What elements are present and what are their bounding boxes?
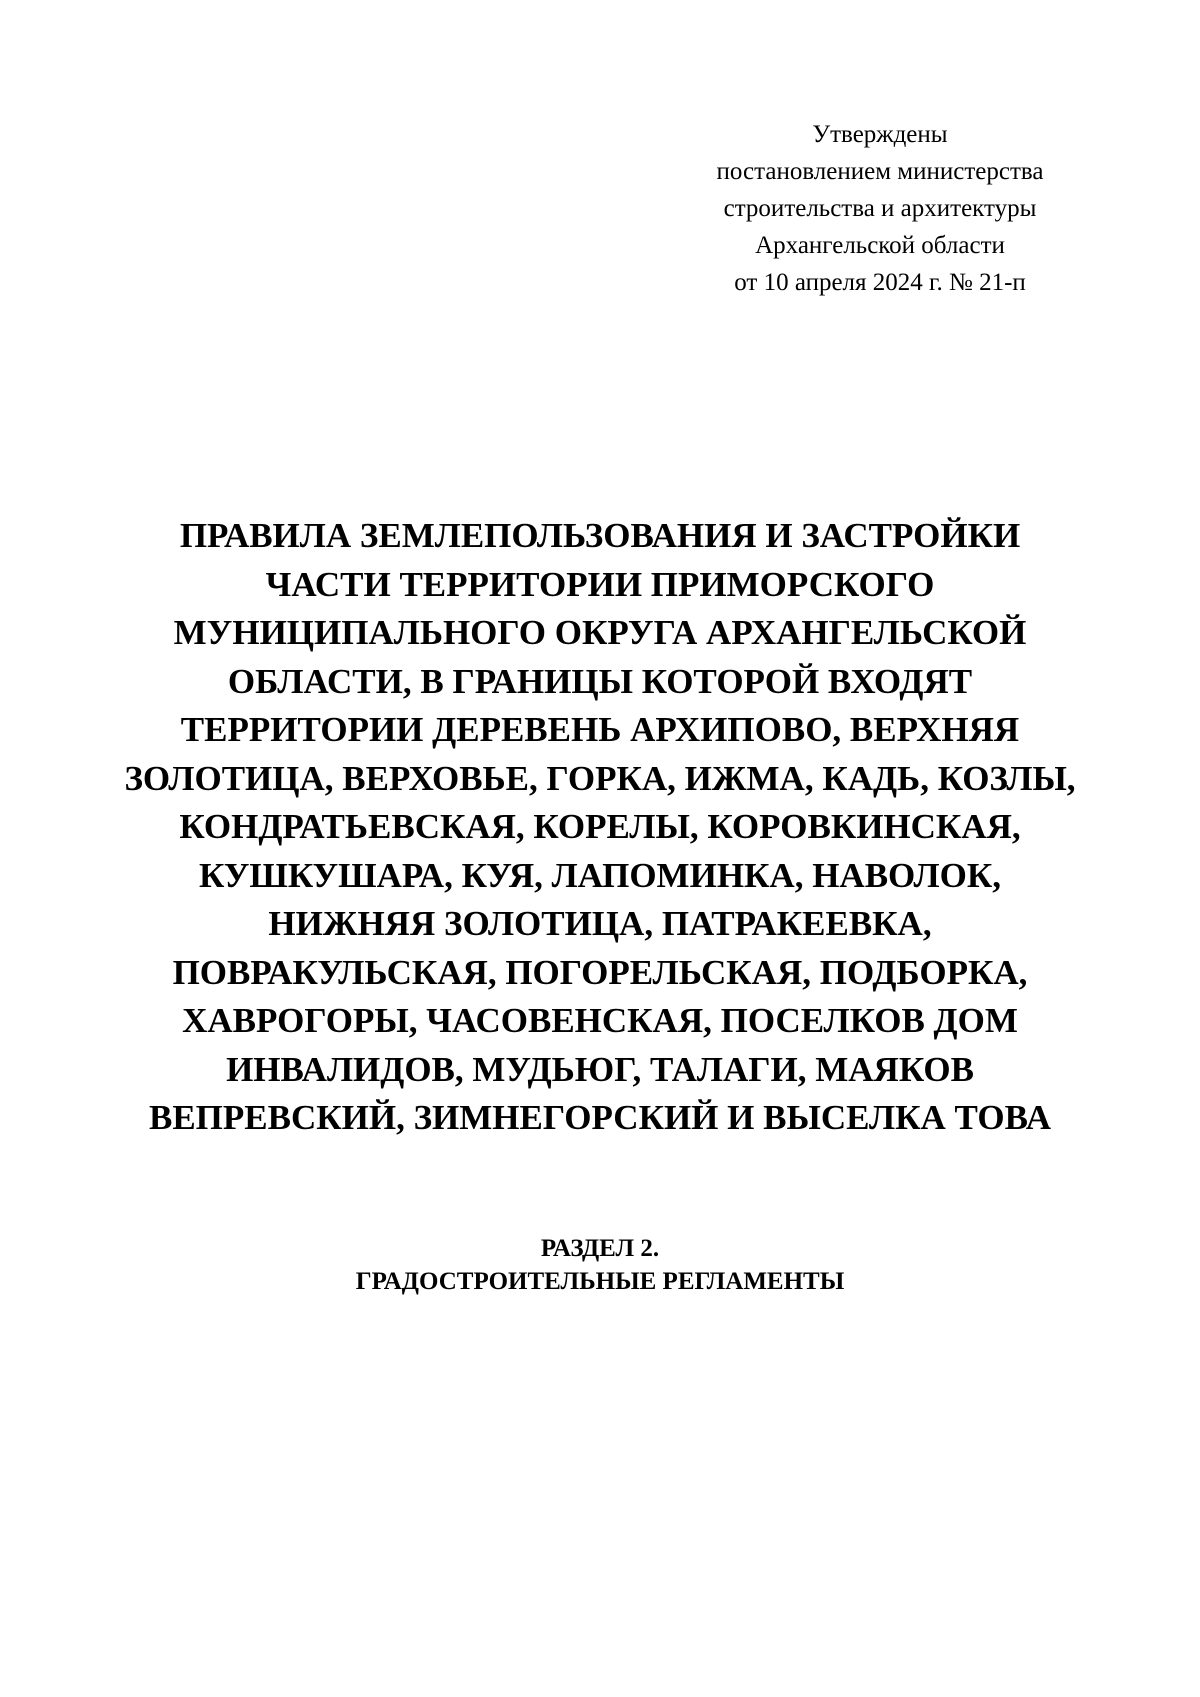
- approval-line: постановлением министерства: [716, 158, 1044, 185]
- title-line: КУШКУШАРА, КУЯ, ЛАПОМИНКА, НАВОЛОК,: [199, 855, 1001, 895]
- approval-line: строительства и архитектуры: [723, 195, 1037, 222]
- title-line: ХАВРОГОРЫ, ЧАСОВЕНСКАЯ, ПОСЕЛКОВ ДОМ: [182, 1001, 1018, 1040]
- title-line: ИНВАЛИДОВ, МУДЬЮГ, ТАЛАГИ, МАЯКОВ: [226, 1049, 974, 1089]
- approval-stamp: [660, 116, 1100, 301]
- title-line: ЧАСТИ ТЕРРИТОРИИ ПРИМОРСКОГО: [265, 564, 935, 604]
- title-line: КОНДРАТЬЕВСКАЯ, КОРЕЛЫ, КОРОВКИНСКАЯ,: [179, 807, 1021, 846]
- approval-line: Утверждены: [812, 121, 948, 148]
- title-line: ВЕПРЕВСКИЙ, ЗИМНЕГОРСКИЙ И ВЫСЕЛКА ТОВА: [148, 1098, 1052, 1137]
- title-line: ЗОЛОТИЦА, ВЕРХОВЬЕ, ГОРКА, ИЖМА, КАДЬ, КОЗЛЫ,: [124, 758, 1076, 798]
- approval-line: Архангельской области: [755, 232, 1005, 259]
- title-line: ПОВРАКУЛЬСКАЯ, ПОГОРЕЛЬСКАЯ, ПОДБОРКА,: [172, 952, 1028, 992]
- section-name: ГРАДОСТРОИТЕЛЬНЫЕ РЕГЛАМЕНТЫ: [355, 1268, 845, 1295]
- section-number: РАЗДЕЛ 2.: [540, 1235, 660, 1262]
- title-line: ОБЛАСТИ, В ГРАНИЦЫ КОТОРОЙ ВХОДЯТ: [227, 661, 973, 701]
- document-title: [80, 512, 1120, 1143]
- title-line: ТЕРРИТОРИИ ДЕРЕВЕНЬ АРХИПОВО, ВЕРХНЯЯ: [180, 710, 1020, 749]
- title-line: МУНИЦИПАЛЬНОГО ОКРУГА АРХАНГЕЛЬСКОЙ: [173, 613, 1027, 652]
- approval-line: от 10 апреля 2024 г. № 21-п: [734, 269, 1026, 296]
- section-heading: [200, 1232, 1000, 1298]
- title-line: ПРАВИЛА ЗЕМЛЕПОЛЬЗОВАНИЯ И ЗАСТРОЙКИ: [179, 516, 1021, 555]
- title-line: НИЖНЯЯ ЗОЛОТИЦА, ПАТРАКЕЕВКА,: [268, 904, 932, 943]
